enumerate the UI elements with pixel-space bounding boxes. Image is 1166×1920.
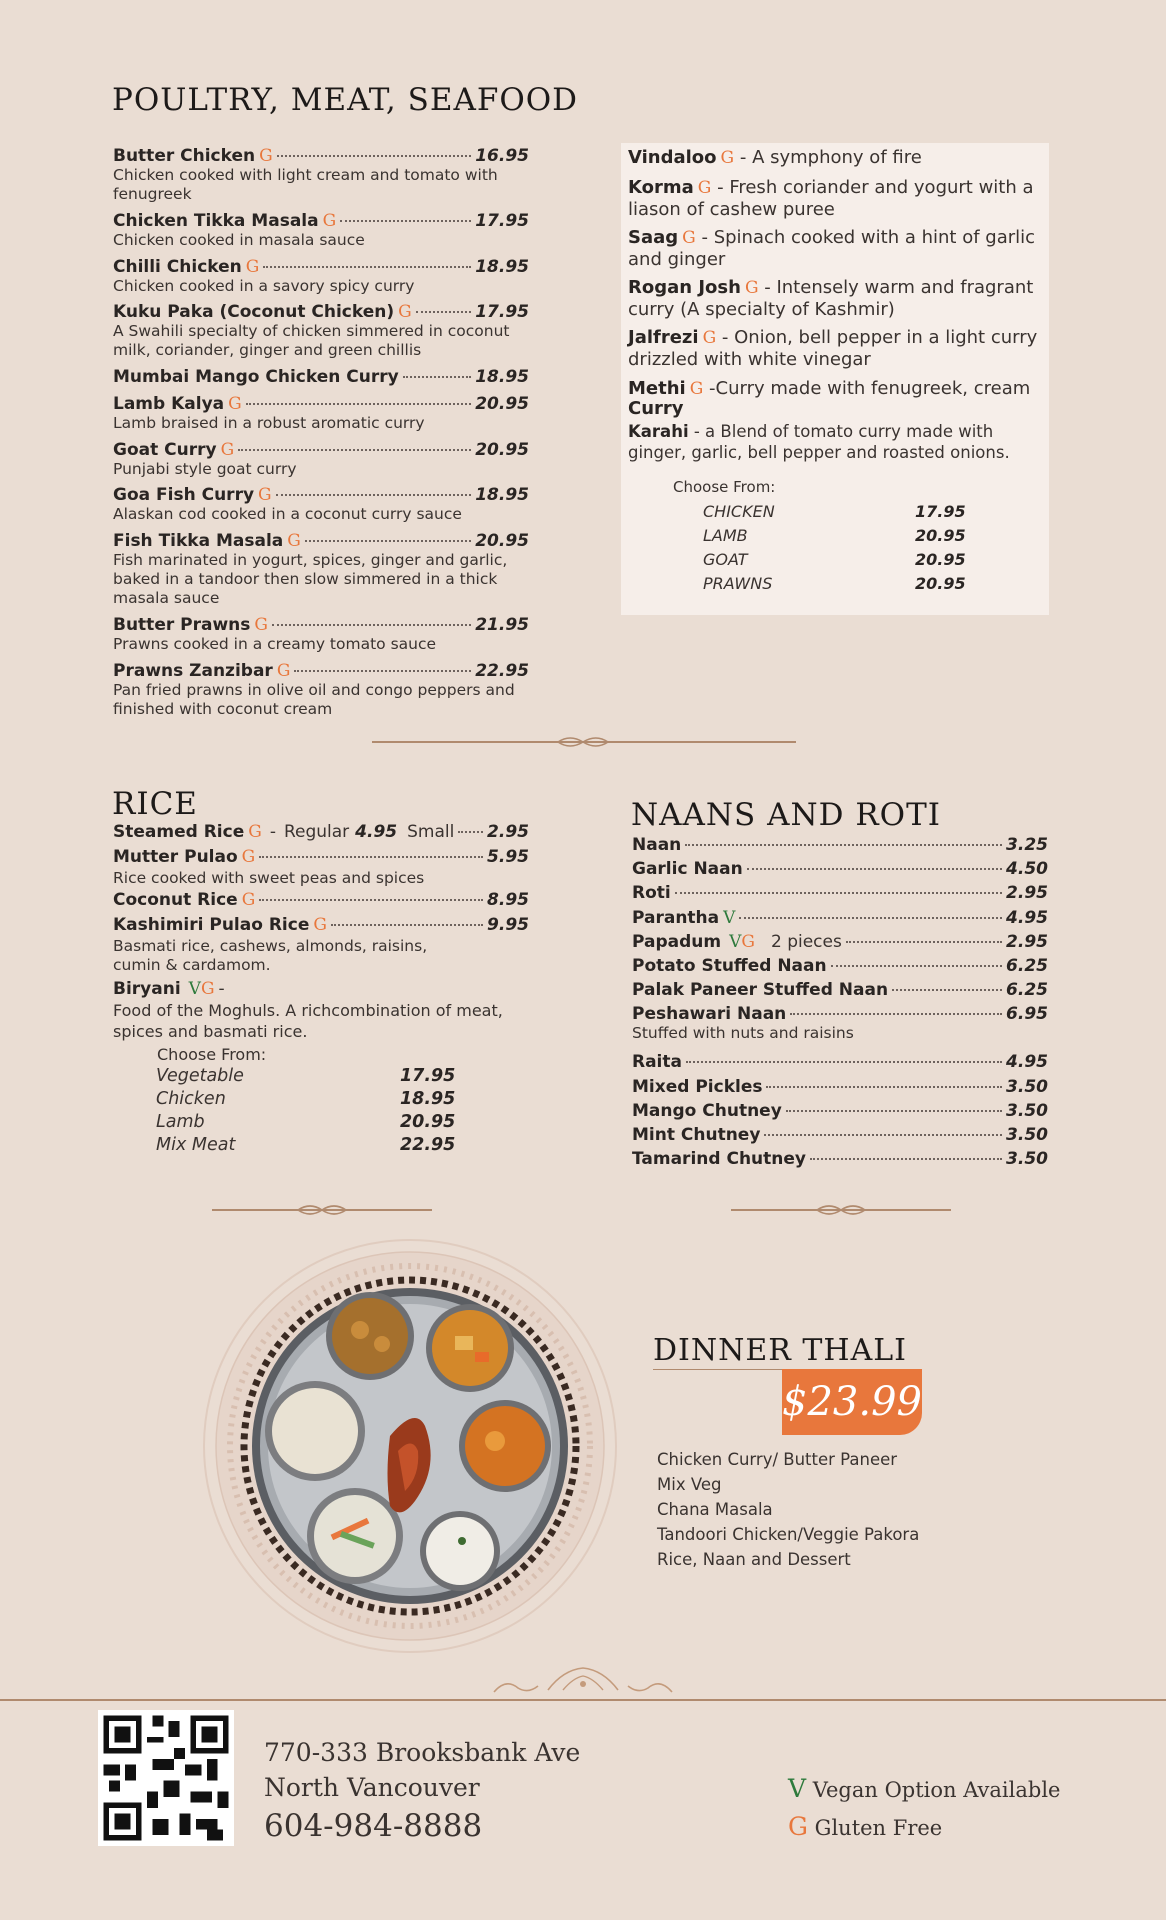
dot-leader — [331, 924, 483, 926]
legend-gluten-label: Gluten Free — [814, 1816, 943, 1840]
item-name: Fish Tikka Masala — [113, 531, 284, 551]
thali-plate-image — [200, 1236, 620, 1656]
footer-rule — [0, 1699, 1166, 1701]
item-desc: Lamb braised in a robust aromatic curry — [113, 414, 425, 432]
menu-item — [113, 367, 529, 387]
dot-leader — [294, 670, 471, 672]
item-price: 3.50 — [1006, 1125, 1048, 1145]
section-title-rice: RICE — [112, 786, 198, 822]
menu-item — [113, 661, 529, 719]
dot-leader — [416, 311, 471, 313]
menu-item — [632, 1004, 1048, 1043]
small-label: Small — [407, 822, 455, 842]
menu-item — [113, 890, 529, 910]
menu-item — [632, 835, 1048, 855]
separator: - — [218, 979, 225, 999]
dot-leader — [340, 220, 471, 222]
thali-line-item: Mix Veg — [657, 1475, 722, 1494]
curry-choose-label: Choose From: — [673, 478, 776, 496]
menu-item — [113, 146, 529, 204]
gluten-free-icon: G — [259, 146, 273, 166]
section-title-thali: DINNER THALI — [653, 1333, 908, 1368]
item-price: 17.95 — [475, 302, 529, 322]
option-price: 20.95 — [400, 1112, 456, 1132]
dot-leader — [246, 403, 471, 405]
option-name: Mix Meat — [156, 1135, 236, 1155]
item-name: Biryani — [113, 979, 181, 999]
thali-price-badge: $23.99 — [782, 1369, 922, 1435]
item-price: 2.95 — [1006, 931, 1048, 952]
item-desc: Rice cooked with sweet peas and spices — [113, 869, 425, 887]
menu-item — [113, 257, 529, 296]
menu-item — [632, 932, 1048, 952]
rice-choose-label: Choose From: — [157, 1045, 267, 1064]
curry-name: Jalfrezi — [628, 327, 699, 348]
item-desc: A Swahili specialty of chicken simmered in coconut milk, coriander, ginger and green chillis — [113, 322, 510, 359]
curry-item — [628, 227, 1046, 270]
item-name: Peshawari Naan — [632, 1004, 787, 1025]
item-name: Parantha — [632, 907, 720, 928]
item-price: 4.50 — [1006, 859, 1048, 880]
item-desc: Pan fried prawns in olive oil and congo peppers and finished with coconut cream — [113, 681, 515, 718]
gluten-free-icon: G — [398, 302, 412, 322]
legend-vegan-label: Vegan Option Available — [812, 1778, 1061, 1802]
curry-name: Vindaloo — [628, 147, 717, 168]
dot-leader — [810, 1158, 1002, 1160]
item-price: 3.50 — [1006, 1149, 1048, 1170]
option-price: 18.95 — [400, 1089, 456, 1109]
option-name: CHICKEN — [703, 502, 775, 521]
curry-label: Curry — [628, 398, 684, 419]
item-name: Steamed Rice — [113, 822, 245, 842]
separator: - — [269, 822, 276, 842]
divider-ornament-icon — [815, 1201, 867, 1219]
curry-item — [628, 327, 1046, 370]
item-desc: Basmati rice, cashews, almonds, raisins, cumin & cardamom. — [113, 937, 428, 974]
item-name: Roti — [632, 883, 671, 904]
footer-ornament-icon — [488, 1664, 678, 1700]
footer-address-line1: 770-333 Brooksbank Ave — [264, 1738, 581, 1767]
thali-line-item: Chana Masala — [657, 1500, 773, 1519]
dot-leader — [831, 965, 1002, 967]
gluten-free-icon: G — [697, 178, 712, 198]
menu-item — [632, 859, 1048, 879]
curry-desc: - Spinach cooked with a hint of garlic and ginger — [628, 227, 1036, 270]
option-name: Vegetable — [156, 1066, 244, 1086]
option-price: 20.95 — [915, 550, 966, 569]
dot-leader — [238, 449, 471, 451]
dot-leader — [259, 856, 483, 858]
item-name: Potato Stuffed Naan — [632, 956, 827, 976]
gluten-free-icon: G — [254, 615, 268, 635]
gluten-free-icon: G — [788, 1812, 808, 1841]
item-desc: Fish marinated in yogurt, spices, ginger and garlic, baked in a tandoor then slow simmered in a thick masala sauce — [113, 551, 508, 607]
menu-item — [632, 1125, 1048, 1145]
item-name: Mango Chutney — [632, 1100, 782, 1121]
dot-leader — [277, 155, 472, 157]
item-price: 9.95 — [487, 915, 529, 935]
curry-item — [628, 147, 1046, 169]
regular-label: Regular — [283, 822, 350, 842]
option-price: 17.95 — [915, 502, 966, 521]
option-price: 20.95 — [915, 526, 966, 545]
option-name: Chicken — [156, 1089, 226, 1109]
item-price: 3.50 — [1006, 1076, 1048, 1097]
legend-vegan — [788, 1774, 1060, 1803]
vegan-gluten-free-icon: VG — [729, 931, 755, 952]
item-name: Palak Paneer Stuffed Naan — [632, 980, 889, 1001]
dot-leader — [458, 831, 483, 833]
menu-item — [632, 980, 1048, 1000]
item-name: Mutter Pulao — [113, 847, 238, 867]
menu-item — [632, 1149, 1048, 1169]
dot-leader — [764, 1134, 1002, 1136]
item-name: Kuku Paka (Coconut Chicken) — [113, 302, 395, 322]
dot-leader — [766, 1086, 1002, 1088]
item-name: Butter Prawns — [113, 615, 251, 635]
option-name: GOAT — [703, 550, 748, 569]
option-name: PRAWNS — [703, 574, 773, 593]
dot-leader — [686, 1061, 1002, 1063]
item-name: Mixed Pickles — [632, 1076, 763, 1097]
gluten-free-icon: G — [276, 661, 291, 681]
menu-item — [113, 440, 529, 479]
curry-name: Methi — [628, 378, 686, 399]
item-desc: Punjabi style goat curry — [113, 460, 297, 478]
regular-price: 4.95 — [355, 822, 398, 842]
item-name: Chicken Tikka Masala — [113, 211, 319, 231]
menu-item — [113, 915, 529, 975]
curry-desc: - Intensely warm and fragrant curry (A specialty of Kashmir) — [628, 277, 1034, 320]
thali-underline — [653, 1369, 783, 1370]
option-price: 22.95 — [400, 1135, 456, 1155]
gluten-free-icon: G — [720, 148, 735, 168]
item-desc: Chicken cooked with light cream and tomato with fenugreek — [113, 166, 498, 203]
item-pieces: 2 pieces — [770, 931, 842, 952]
item-name: Prawns Zanzibar — [113, 661, 273, 681]
gluten-free-icon: G — [682, 228, 696, 248]
item-price: 20.95 — [475, 531, 529, 551]
dot-leader — [263, 266, 471, 268]
dot-leader — [259, 899, 483, 901]
thali-line-item: Tandoori Chicken/Veggie Pakora — [657, 1525, 920, 1544]
karahi-desc: - a Blend of tomato curry made with ginger, garlic, bell pepper and roasted onions. — [628, 422, 1010, 462]
dot-leader — [846, 941, 1002, 943]
rice-item-biryani — [113, 979, 529, 1042]
footer-address-line2: North Vancouver — [264, 1773, 480, 1802]
item-desc: Chicken cooked in masala sauce — [113, 231, 365, 249]
curry-item — [628, 378, 1046, 400]
item-price: 8.95 — [487, 890, 529, 910]
item-name: Chilli Chicken — [113, 257, 242, 277]
item-desc: Chicken cooked in a savory spicy curry — [113, 277, 415, 295]
menu-item — [113, 394, 529, 433]
item-name: Lamb Kalya — [113, 394, 225, 414]
dot-leader — [276, 494, 472, 496]
vegan-icon: V — [788, 1774, 807, 1803]
menu-item — [632, 883, 1048, 903]
menu-item — [113, 847, 529, 888]
gluten-free-icon: G — [228, 394, 242, 414]
curry-item — [628, 277, 1046, 320]
menu-item — [632, 956, 1048, 976]
gluten-free-icon: G — [245, 257, 260, 277]
item-price: 16.95 — [475, 146, 529, 166]
item-name: Naan — [632, 835, 682, 855]
item-name: Mumbai Mango Chicken Curry — [113, 367, 399, 387]
item-price: 3.50 — [1006, 1100, 1048, 1121]
item-price: 4.95 — [1006, 907, 1048, 928]
option-price: 17.95 — [400, 1066, 456, 1086]
menu-item — [113, 302, 529, 360]
item-price: 6.95 — [1006, 1004, 1048, 1025]
item-name: Kashimiri Pulao Rice — [113, 915, 310, 935]
curry-name: Saag — [628, 227, 679, 248]
dot-leader — [892, 989, 1002, 991]
item-desc: Stuffed with nuts and raisins — [632, 1024, 854, 1043]
menu-item — [113, 485, 529, 524]
section-title-naan: NAANS AND ROTI — [631, 797, 942, 833]
curry-name: Rogan Josh — [628, 277, 741, 298]
item-name: Goa Fish Curry — [113, 485, 255, 505]
dot-leader — [685, 844, 1002, 846]
gluten-free-icon: G — [248, 822, 262, 842]
option-price: 20.95 — [915, 574, 966, 593]
menu-item — [632, 1077, 1048, 1097]
thali-line-item: Rice, Naan and Dessert — [657, 1550, 851, 1569]
curry-desc: - Fresh coriander and yogurt with a liason of cashew puree — [628, 177, 1034, 220]
item-price: 17.95 — [475, 211, 529, 231]
item-price: 18.95 — [475, 485, 529, 505]
gluten-free-icon: G — [322, 211, 337, 231]
curry-desc: - Onion, bell pepper in a light curry drizzled with white vinegar — [628, 327, 1038, 370]
karahi-item — [628, 421, 1046, 463]
dot-leader — [790, 1013, 1002, 1015]
menu-item — [113, 615, 529, 654]
thali-line-item: Chicken Curry/ Butter Paneer — [657, 1450, 898, 1469]
item-desc: Alaskan cod cooked in a coconut curry sauce — [113, 505, 462, 523]
curry-item — [628, 177, 1046, 220]
gluten-free-icon: G — [702, 328, 717, 348]
curry-name: Korma — [628, 177, 694, 198]
item-price: 20.95 — [475, 440, 529, 460]
item-name: Tamarind Chutney — [632, 1149, 806, 1170]
dot-leader — [739, 917, 1002, 919]
gluten-free-icon: G — [313, 915, 327, 935]
item-price: 20.95 — [475, 394, 529, 414]
item-price: 18.95 — [475, 367, 529, 387]
item-price: 3.25 — [1006, 835, 1048, 855]
option-name: LAMB — [703, 526, 748, 545]
item-price: 2.95 — [1006, 883, 1048, 904]
item-name: Mint Chutney — [632, 1125, 761, 1145]
gluten-free-icon: G — [241, 847, 256, 867]
item-name: Raita — [632, 1052, 682, 1073]
gluten-free-icon: G — [220, 440, 235, 460]
item-price: 5.95 — [487, 847, 529, 867]
gluten-free-icon: G — [689, 379, 704, 399]
option-name: Lamb — [156, 1112, 205, 1132]
item-price: 18.95 — [475, 257, 529, 277]
dot-leader — [786, 1110, 1002, 1112]
dot-leader — [305, 540, 471, 542]
footer-phone[interactable]: 604-984-8888 — [264, 1808, 483, 1844]
gluten-free-icon: G — [258, 485, 272, 505]
gluten-free-icon: G — [200, 979, 215, 999]
curry-desc: -Curry made with fenugreek, cream — [703, 378, 1031, 399]
item-name: Coconut Rice — [113, 890, 238, 910]
legend-gluten — [788, 1812, 942, 1841]
small-price: 2.95 — [487, 822, 529, 842]
gluten-free-icon: G — [241, 890, 256, 910]
item-price: 6.25 — [1006, 980, 1048, 1001]
menu-item — [113, 211, 529, 250]
item-price: 4.95 — [1006, 1052, 1048, 1073]
item-name: Papadum — [632, 931, 722, 952]
item-price: 22.95 — [475, 661, 529, 681]
item-desc: Prawns cooked in a creamy tomato sauce — [113, 635, 437, 653]
gluten-free-icon: G — [744, 278, 759, 298]
dot-leader — [403, 376, 472, 378]
divider-ornament-icon — [296, 1201, 348, 1219]
rice-item-steamed — [113, 822, 529, 842]
curry-desc: - A symphony of fire — [734, 147, 922, 168]
vegan-icon: V — [723, 907, 736, 928]
item-name: Garlic Naan — [632, 859, 743, 880]
item-price: 6.25 — [1006, 956, 1048, 976]
menu-item — [632, 1101, 1048, 1121]
gluten-free-icon: G — [287, 531, 301, 551]
dot-leader — [272, 624, 471, 626]
divider-ornament-icon — [556, 733, 610, 751]
item-desc: Food of the Moghuls. A richcombination of meat, spices and basmati rice. — [113, 1001, 503, 1041]
section-title-poultry: POULTRY, MEAT, SEAFOOD — [112, 82, 579, 118]
curry-methi-continued — [628, 398, 1046, 419]
menu-item — [113, 531, 529, 608]
vegan-icon: V — [188, 979, 201, 999]
item-name: Butter Chicken — [113, 146, 256, 166]
item-price: 21.95 — [475, 615, 529, 635]
menu-item — [632, 1052, 1048, 1072]
item-name: Goat Curry — [113, 440, 217, 460]
dot-leader — [747, 868, 1002, 870]
karahi-name: Karahi — [628, 422, 689, 441]
dot-leader — [675, 892, 1002, 894]
qr-code-icon[interactable] — [98, 1710, 234, 1846]
menu-item — [632, 908, 1048, 928]
